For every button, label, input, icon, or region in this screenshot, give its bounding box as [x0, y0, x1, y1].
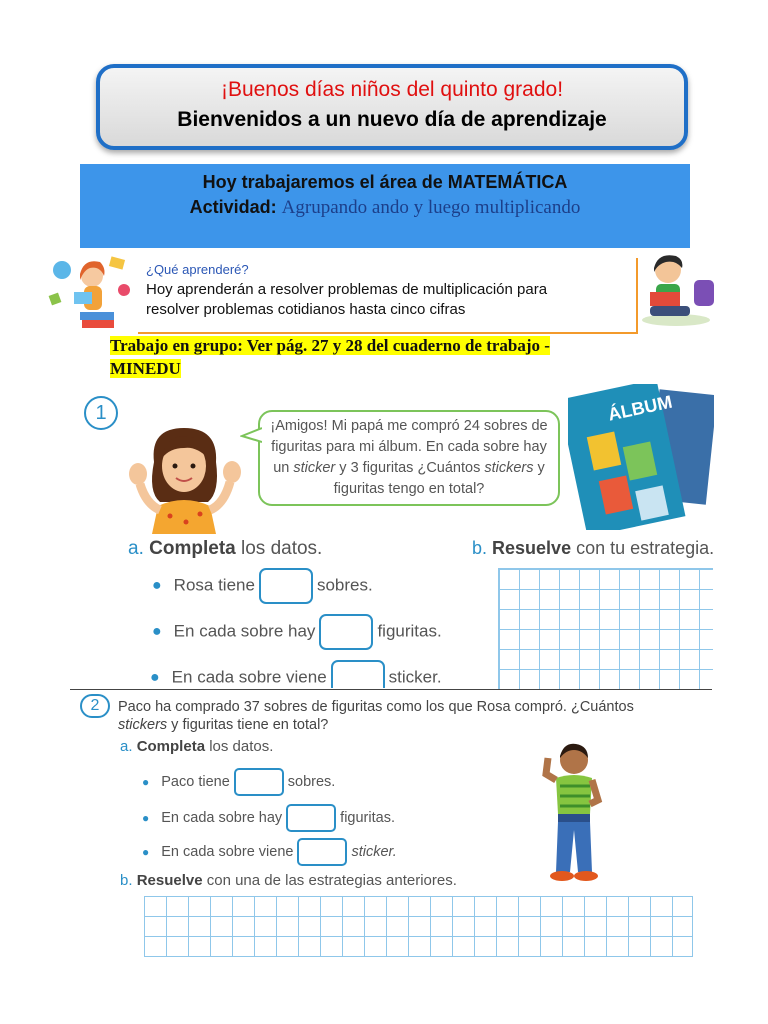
part-a-heading	[128, 538, 322, 560]
bubble-text: y	[533, 460, 545, 476]
row-label: En cada sobre hay	[173, 621, 316, 641]
statement-line: Paco ha comprado 37 sobres de figuritas como los que Rosa compró. ¿Cuántos	[118, 699, 634, 715]
group-work-line: MINEDU	[110, 359, 181, 378]
section-divider	[70, 689, 712, 690]
work-grid-1[interactable]	[498, 568, 713, 689]
part-b-heading	[472, 538, 714, 559]
row-label: En cada sobre viene	[161, 843, 294, 860]
bubble-text: sticker	[293, 460, 336, 476]
data-row	[142, 804, 395, 832]
row-unit: sobres.	[287, 773, 336, 790]
work-grid-2[interactable]	[144, 896, 693, 957]
answer-box[interactable]	[234, 768, 284, 796]
bubble-text: stickers	[484, 460, 534, 476]
row-label: En cada sobre viene	[171, 667, 327, 687]
greeting-banner	[96, 64, 688, 150]
bullet-icon: ●	[152, 623, 162, 641]
row-label: Rosa tiene	[173, 575, 255, 595]
bullet-icon: ●	[142, 844, 150, 859]
activity-label: Actividad:	[189, 197, 277, 217]
part-letter: b.	[472, 538, 488, 558]
welcome-line: Bienvenidos a un nuevo día de aprendizaje	[177, 108, 607, 131]
group-work-line: Trabajo en grupo: Ver pág. 27 y 28 del cuaderno de trabajo -	[110, 336, 550, 355]
area-line: Hoy trabajaremos el área de MATEMÁTICA	[202, 172, 568, 192]
part-text: con tu estrategia.	[571, 538, 715, 558]
lesson-header	[80, 164, 690, 248]
statement-text: y figuritas tiene en total?	[167, 717, 329, 733]
part-keyword: Resuelve	[136, 872, 203, 889]
row-label: Paco tiene	[161, 773, 230, 790]
problem-number-1: 1	[84, 396, 118, 430]
part-letter: a.	[128, 538, 144, 559]
bubble-line: ¡Amigos! Mi papá me compró 24 sobres de	[270, 418, 548, 434]
answer-box[interactable]	[297, 838, 347, 866]
bubble-line: figuritas para mi álbum. En cada sobre hay	[271, 439, 547, 455]
problem-2-statement	[118, 698, 718, 734]
part-letter: b.	[120, 872, 133, 889]
data-row	[142, 838, 397, 866]
data-row	[152, 614, 442, 650]
learning-goal-box	[138, 258, 638, 334]
statement-line	[118, 716, 718, 734]
group-work-instruction	[110, 334, 550, 380]
learning-answer-line: resolver problemas cotidianos hasta cinco cifras	[146, 301, 466, 318]
row-unit: figuritas.	[340, 809, 395, 826]
statement-text: stickers	[118, 717, 168, 733]
data-row-clipped	[150, 660, 470, 688]
rosa-illustration	[124, 422, 248, 534]
part-keyword: Resuelve	[492, 538, 572, 558]
part-a-heading-2	[120, 738, 273, 755]
answer-box[interactable]	[259, 568, 313, 604]
part-b-heading-2	[120, 872, 457, 889]
paco-illustration	[538, 740, 608, 886]
bullet-icon: ●	[150, 669, 160, 687]
boy-reading-illustration	[636, 250, 720, 330]
row-unit: sticker.	[388, 667, 442, 687]
album-title: ÁLBUM	[606, 391, 674, 425]
speech-bubble	[258, 410, 560, 506]
part-keyword: Completa	[149, 538, 236, 559]
answer-box[interactable]	[319, 614, 373, 650]
problem-number-2: 2	[80, 694, 110, 718]
bullet-icon: ●	[142, 810, 150, 825]
row-label: En cada sobre hay	[161, 809, 283, 826]
learning-answer-line: Hoy aprenderán a resolver problemas de multiplicación para	[146, 281, 548, 298]
activity-value: Agrupando ando y luego multiplicando	[281, 197, 581, 218]
learning-answer	[146, 280, 636, 320]
part-keyword: Completa	[136, 738, 206, 755]
album-illustration	[568, 384, 714, 530]
data-row	[142, 768, 335, 796]
answer-box[interactable]	[286, 804, 336, 832]
row-unit: figuritas.	[377, 621, 442, 641]
row-unit: sticker.	[351, 843, 397, 860]
answer-box[interactable]	[331, 660, 385, 688]
data-row	[152, 568, 373, 604]
part-text: con una de las estrategias anteriores.	[202, 872, 457, 889]
bubble-line: figuritas tengo en total?	[333, 481, 485, 497]
bullet-icon: ●	[142, 774, 150, 789]
learning-question: ¿Qué aprenderé?	[146, 262, 249, 277]
bullet-icon: ●	[152, 577, 162, 595]
activity-line	[80, 197, 690, 219]
bubble-text: un	[273, 460, 294, 476]
bubble-tail	[240, 426, 262, 446]
part-text: los datos.	[235, 538, 323, 559]
part-letter: a.	[120, 738, 133, 755]
row-unit: sobres.	[316, 575, 373, 595]
bubble-text: y 3 figuritas ¿Cuántos	[335, 460, 485, 476]
greeting-line: ¡Buenos días niños del quinto grado!	[220, 78, 564, 101]
bubble-line	[260, 458, 558, 479]
girl-reading-illustration	[44, 250, 136, 332]
part-text: los datos.	[205, 738, 274, 755]
